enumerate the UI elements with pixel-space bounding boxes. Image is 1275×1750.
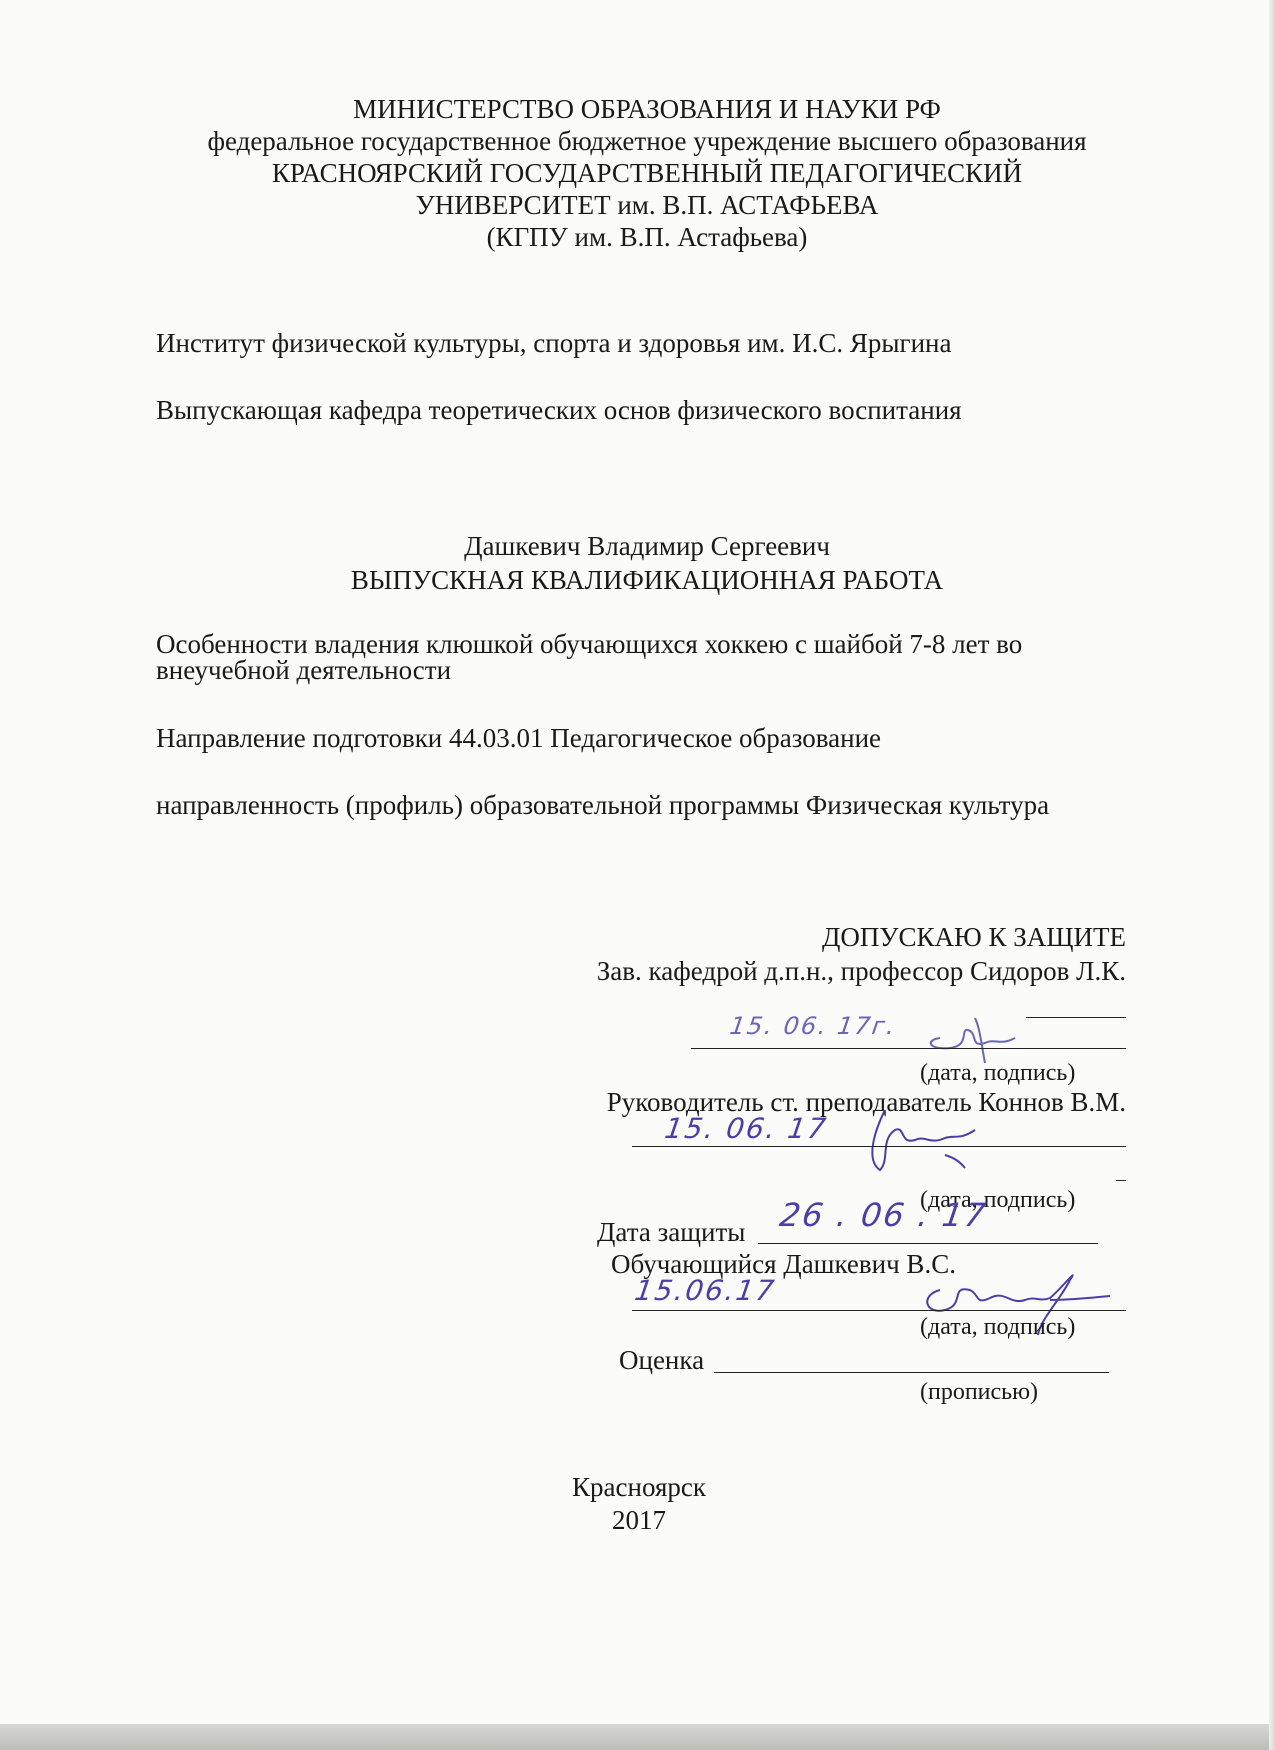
topic-line-1: Особенности владения клюшкой обучающихся хоккею с шайбой 7-8 лет во <box>156 629 1023 659</box>
supervisor-handwritten-date: 15. 06. 17 <box>662 1112 830 1145</box>
work-type: ВЫПУСКНАЯ КВАЛИФИКАЦИОННАЯ РАБОТА <box>350 565 944 595</box>
institute-name: Институт физической культуры, спорта и здоровья им. И.С. Ярыгина <box>156 328 952 358</box>
student-handwritten-date: 15.06.17 <box>632 1274 779 1307</box>
topic-line-2: внеучебной деятельности <box>156 655 452 685</box>
signature-line-short <box>1026 1017 1126 1018</box>
approval-heading: ДОПУСКАЮ К ЗАЩИТЕ <box>821 922 1126 952</box>
university-name-line2: УНИВЕРСИТЕТ им. В.П. АСТАФЬЕВА <box>415 190 879 220</box>
grade-line <box>714 1372 1109 1373</box>
city: Красноярск <box>572 1472 706 1502</box>
date-signature-caption: (дата, подпись) <box>920 1187 1076 1213</box>
profile: направленность (профиль) образовательной программы Физическая культура <box>156 790 1050 820</box>
supervisor-signature <box>855 1100 995 1180</box>
ministry-title: МИНИСТЕРСТВО ОБРАЗОВАНИЯ И НАУКИ РФ <box>353 94 941 124</box>
institution-type: федеральное государственное бюджетное учреждение высшего образования <box>207 126 1087 156</box>
head-handwritten-date: 15. 06. 17г. <box>728 1012 899 1040</box>
year: 2017 <box>612 1505 666 1535</box>
defense-date-line <box>758 1243 1098 1244</box>
scan-right-edge <box>1269 0 1275 1750</box>
date-signature-caption: (дата, подпись) <box>920 1060 1076 1086</box>
university-name-line1: КРАСНОЯРСКИЙ ГОСУДАРСТВЕННЫЙ ПЕДАГОГИЧЕСКИЙ <box>271 158 1023 188</box>
defense-date-label: Дата защиты <box>597 1217 746 1247</box>
supervisor-date-signature-line <box>632 1146 1126 1147</box>
student: Обучающийся Дашкевич В.С. <box>611 1249 956 1279</box>
date-signature-caption: (дата, подпись) <box>920 1314 1076 1340</box>
head-date-signature-line <box>691 1048 1126 1049</box>
head-of-department: Зав. кафедрой д.п.н., профессор Сидоров Л.К. <box>596 956 1126 986</box>
scan-bottom-edge <box>0 1724 1275 1750</box>
supervisor: Руководитель ст. преподаватель Коннов В.М. <box>606 1087 1126 1117</box>
defense-handwritten-date: 26 . 06 . 17 <box>777 1196 990 1234</box>
grade-caption: (прописью) <box>920 1379 1039 1405</box>
department-name: Выпускающая кафедра теоретических основ физического воспитания <box>156 395 962 425</box>
direction: Направление подготовки 44.03.01 Педагогическое образование <box>156 723 882 753</box>
university-abbreviation: (КГПУ им. В.П. Астафьева) <box>486 222 808 252</box>
grade-label: Оценка <box>619 1345 705 1375</box>
dash-mark <box>1116 1180 1126 1181</box>
author-name: Дашкевич Владимир Сергеевич <box>464 531 830 561</box>
